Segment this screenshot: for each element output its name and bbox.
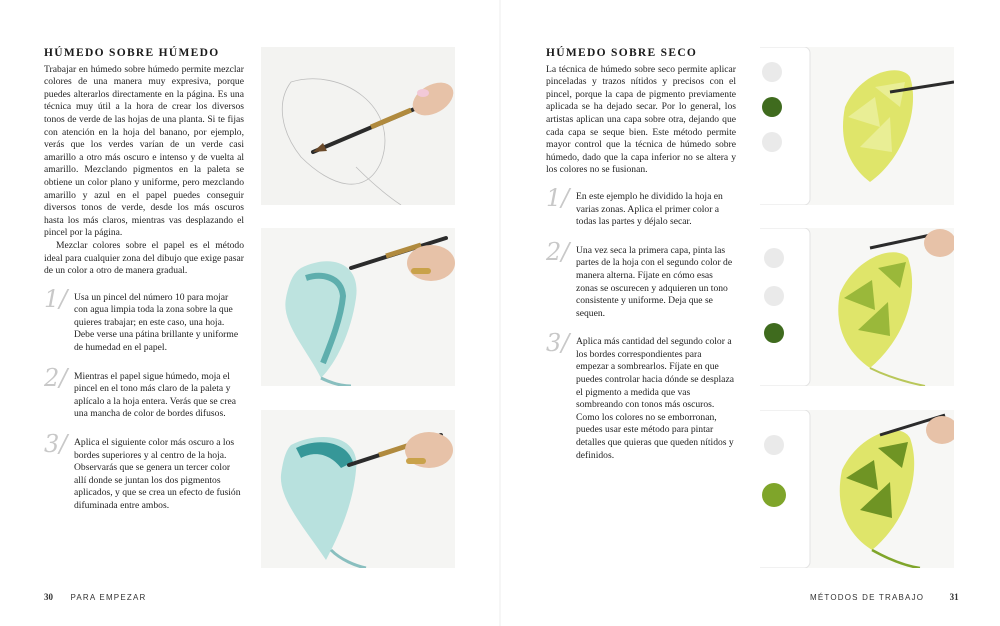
right-step-3 xyxy=(546,329,736,462)
step-text: Aplica más cantidad del segundo color a los bordes correspondientes para empezar a sombrearlos. Fíjate en que puedes controlar hacia dónde se desplaza el pigmento a medida que vas sombreando con tonos más oscuros. Como los colores no se emborronan, puedes usar este método para pintar detalles que quieras que queden nítidos y definidos. xyxy=(576,336,734,461)
page-number-right: 31 xyxy=(949,592,959,602)
step-text: Mientras el papel sigue húmedo, moja el pincel en el tono más claro de la paleta y aplícalo a la hoja entera. Verás que se crea una mancha de color de bordes difusos. xyxy=(74,370,237,420)
left-steps xyxy=(44,284,244,513)
step-number: 3/ xyxy=(44,430,68,459)
right-page xyxy=(500,0,1000,626)
photo-wet-on-wet-step-2 xyxy=(261,228,455,386)
step-number: 1/ xyxy=(44,284,68,313)
step-number: 1/ xyxy=(546,183,570,212)
left-step-2 xyxy=(44,363,244,421)
photo-wet-on-wet-step-1 xyxy=(261,47,455,205)
left-step-1 xyxy=(44,284,244,355)
left-heading: HÚMEDO SOBRE HÚMEDO xyxy=(44,47,220,59)
photo-wet-on-wet-step-3 xyxy=(261,410,455,568)
left-paragraph-2: Mezclar colores sobre el papel es el método ideal para cualquier zona del dibujo que exige pasar de un color a otro de manera gradual. xyxy=(44,239,244,277)
teal-wash-illustration xyxy=(261,228,455,386)
photo-wet-on-dry-step-2 xyxy=(760,228,954,386)
step-number: 3/ xyxy=(546,329,570,358)
right-step-2 xyxy=(546,237,736,321)
right-step-1 xyxy=(546,183,736,229)
shaded-leaf-illustration xyxy=(760,410,954,568)
step-text: Usa un pincel del número 10 para mojar con agua limpia toda la zona sobre la que quieres trabajar; en este caso, una hoja. Debe verse una pátina brillante y uniforme de humedad en el papel. xyxy=(74,291,239,354)
step-text: En este ejemplo he dividido la hoja en varias zonas. Aplica el primer color a todas las partes y déjalo secar. xyxy=(576,190,723,228)
step-number: 2/ xyxy=(44,363,68,392)
photo-wet-on-dry-step-1 xyxy=(760,47,954,205)
left-step-3 xyxy=(44,430,244,513)
section-name-left: PARA EMPEZAR xyxy=(70,593,147,602)
right-steps xyxy=(546,183,736,462)
right-heading: HÚMEDO SOBRE SECO xyxy=(546,47,698,59)
page-number-left: 30 xyxy=(44,592,53,602)
left-paragraph-1: Trabajar en húmedo sobre húmedo permite mezclar colores de una manera muy expresiva, porque puedes alterarlos directamente en la página. Es una técnica muy útil a la hora de crear los diversos tonos de verde de las hojas de una planta. Si te fijas con atención en la hoja del banano, por ejemplo, verás que los verdes varían de un verde casi amarillo a otro más oscuro e intenso y de vuelta al amarillo. Mezclando pigmentos en la paleta se obtiene un color plano y uniforme, pero mezclando amarillo y azul en el papel puedes conseguir diversos tonos de verde, desde los más oscuros hasta los más claros, mientras vas desplazando el pincel por la página. xyxy=(44,63,244,239)
right-paragraph-1: La técnica de húmedo sobre seco permite aplicar pinceladas y trazos nítidos y precisos con el pincel, porque la capa de pigmento previamente aplicada se ha dejado secar. Por lo general, los artistas aplican una capa sobre otra, dejando que cada capa se seque bien. Este método permite mayor control que la técnica de húmedo sobre húmedo, dado que la capa inferior no se altera y los colores no se fusionan. xyxy=(546,63,736,176)
section-name-right: MÉTODOS DE TRABAJO xyxy=(810,593,925,602)
sketch-illustration xyxy=(261,47,455,205)
right-text-column xyxy=(546,47,736,478)
yellow-leaf-illustration xyxy=(760,47,954,205)
photo-wet-on-dry-step-3 xyxy=(760,410,954,568)
teal-darker-illustration xyxy=(261,410,455,568)
step-number: 2/ xyxy=(546,237,570,266)
step-text: Aplica el siguiente color más oscuro a los bordes superiores y al centro de la hoja. Observarás que se genera un tercer color allí donde se juntan los dos pigmentos aplicados, y que se crea un efecto de fusión difuminada entre ambos. xyxy=(74,437,241,511)
alternating-leaf-illustration xyxy=(760,228,954,386)
step-text: Una vez seca la primera capa, pinta las partes de la hoja con el segundo color de manera alterna. Fíjate en cómo esas zonas se oscurecen y adquieren un tono consistente y uniforme. Deja que se sequen. xyxy=(576,244,733,319)
left-text-column xyxy=(44,47,244,529)
left-footer xyxy=(44,592,146,602)
right-footer xyxy=(810,592,959,602)
